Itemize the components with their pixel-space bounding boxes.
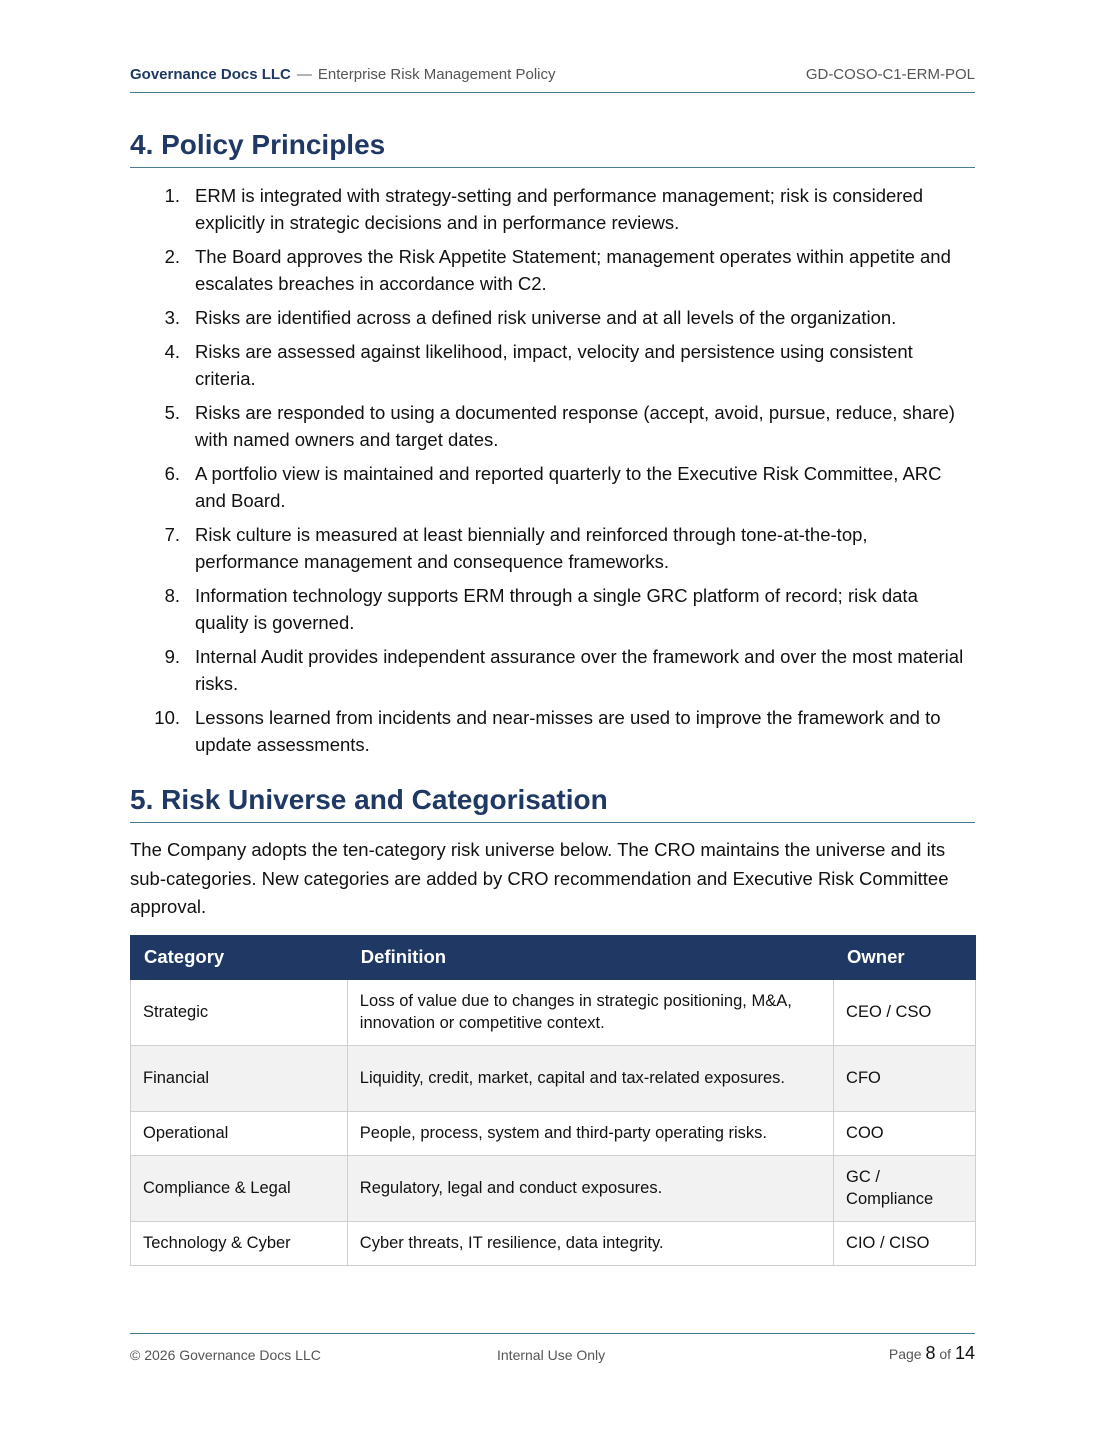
cell-definition: Liquidity, credit, market, capital and tax-related exposures. <box>347 1045 833 1111</box>
footer-classification: Internal Use Only <box>497 1347 606 1363</box>
item-text: A portfolio view is maintained and reported quarterly to the Executive Risk Committee, ARC and Board. <box>195 463 942 511</box>
header-separator: — <box>296 66 312 83</box>
section-risk-universe <box>130 784 975 1266</box>
item-number: 9. <box>164 646 180 667</box>
item-number: 3. <box>164 307 180 328</box>
table-row <box>131 1045 976 1111</box>
section-heading: 4. Policy Principles <box>130 129 975 168</box>
item-number: 8. <box>164 585 180 606</box>
cell-definition: Cyber threats, IT resilience, data integrity. <box>347 1221 833 1265</box>
page-total: 14 <box>954 1343 975 1363</box>
item-number: 4. <box>164 341 180 362</box>
list-item <box>130 182 975 236</box>
list-item <box>130 704 975 758</box>
cell-owner: CEO / CSO <box>834 979 976 1045</box>
list-item <box>130 304 975 331</box>
section-intro: The Company adopts the ten-category risk universe below. The CRO maintains the universe and its sub-categories. New categories are added by CRO recommendation and Executive Risk Committee approval. <box>130 839 949 917</box>
table-row <box>131 1221 976 1265</box>
document-code: GD-COSO-C1-ERM-POL <box>805 66 975 83</box>
list-item <box>130 338 975 392</box>
list-item <box>130 460 975 514</box>
cell-owner: GC / Compliance <box>834 1155 976 1221</box>
cell-owner: CIO / CISO <box>834 1221 976 1265</box>
cell-category: Strategic <box>131 979 348 1045</box>
list-item <box>130 521 975 575</box>
item-text: The Board approves the Risk Appetite Statement; management operates within appetite and escalates breaches in accordance with C2. <box>195 246 951 294</box>
table-header-row <box>131 935 976 979</box>
table-row <box>131 979 976 1045</box>
risk-universe-table <box>130 935 976 1266</box>
cell-owner: COO <box>834 1111 976 1155</box>
section-policy-principles <box>130 129 975 765</box>
footer-copyright: © 2026 Governance Docs LLC <box>130 1347 321 1363</box>
item-number: 7. <box>164 524 180 545</box>
list-item <box>130 582 975 636</box>
cell-category: Compliance & Legal <box>131 1155 348 1221</box>
table-row <box>131 1111 976 1155</box>
item-number: 1. <box>164 185 180 206</box>
item-number: 6. <box>164 463 180 484</box>
item-text: Information technology supports ERM through a single GRC platform of record; risk data quality is governed. <box>195 585 918 633</box>
item-text: ERM is integrated with strategy-setting and performance management; risk is considered explicitly in strategic decisions and in performance reviews. <box>195 185 924 233</box>
table-row <box>131 1155 976 1221</box>
section-heading: 5. Risk Universe and Categorisation <box>130 784 975 823</box>
cell-category: Financial <box>131 1045 348 1111</box>
page-number <box>889 1343 975 1364</box>
column-header-category: Category <box>131 935 348 979</box>
page-current: 8 <box>925 1343 936 1363</box>
list-item <box>130 243 975 297</box>
principles-list <box>130 182 975 758</box>
list-item <box>130 399 975 453</box>
of-word: of <box>939 1346 952 1362</box>
item-text: Risks are identified across a defined risk universe and at all levels of the organization. <box>195 307 897 328</box>
item-number: 10. <box>154 707 180 728</box>
header-left <box>130 66 556 83</box>
brand-name: Governance Docs LLC <box>130 66 291 83</box>
item-text: Lessons learned from incidents and near-misses are used to improve the framework and to update assessments. <box>195 707 941 755</box>
item-text: Internal Audit provides independent assurance over the framework and over the most material risks. <box>195 646 964 694</box>
cell-definition: People, process, system and third-party operating risks. <box>347 1111 833 1155</box>
item-text: Risks are assessed against likelihood, impact, velocity and persistence using consistent criteria. <box>195 341 913 389</box>
item-text: Risk culture is measured at least biennially and reinforced through tone-at-the-top, performance management and consequence frameworks. <box>195 524 868 572</box>
item-number: 5. <box>164 402 180 423</box>
item-number: 2. <box>164 246 180 267</box>
column-header-owner: Owner <box>834 935 976 979</box>
cell-definition: Regulatory, legal and conduct exposures. <box>347 1155 833 1221</box>
cell-category: Technology & Cyber <box>131 1221 348 1265</box>
page-footer <box>130 1333 975 1363</box>
page-header <box>130 63 975 93</box>
item-text: Risks are responded to using a documented response (accept, avoid, pursue, reduce, share) with named owners and target dates. <box>195 402 955 450</box>
document-title: Enterprise Risk Management Policy <box>317 66 556 83</box>
column-header-definition: Definition <box>347 935 833 979</box>
cell-category: Operational <box>131 1111 348 1155</box>
cell-owner: CFO <box>834 1045 976 1111</box>
list-item <box>130 643 975 697</box>
cell-definition: Loss of value due to changes in strategic positioning, M&A, innovation or competitive context. <box>347 979 833 1045</box>
page-word: Page <box>888 1346 922 1362</box>
